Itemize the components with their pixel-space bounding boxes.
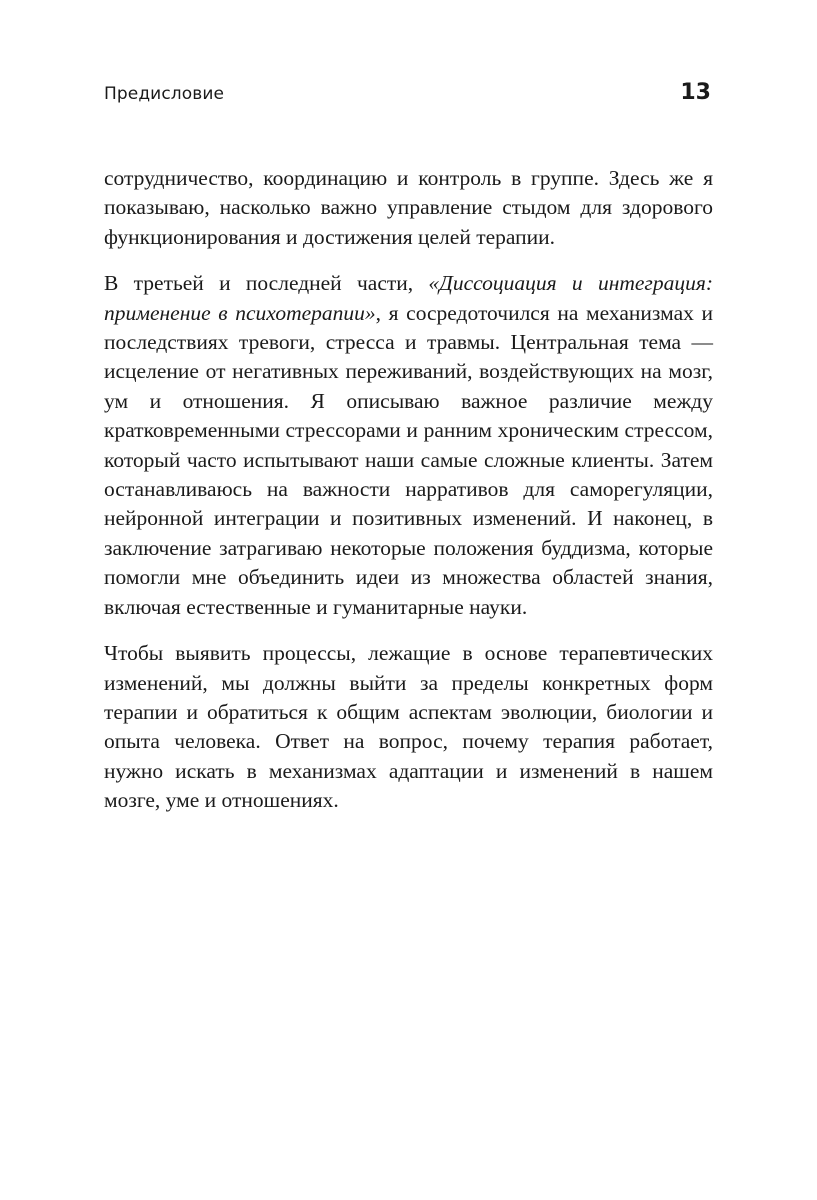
body-text <box>104 164 713 833</box>
running-head: Предисловие <box>104 84 225 104</box>
part-title-italic: «Диссоциация и интеграция: применение в психотерапии» <box>104 271 713 325</box>
paragraph-text: Чтобы выявить процессы, лежащие в основе терапевтических изменений, мы должны выйти за пределы конкретных форм терапии и обратиться к общим аспектам эволюции, биологии и опыта человека. Ответ на вопрос, почему терапия работает, нужно искать в механизмах адаптации и изменений в нашем мозге, уме и отношениях. <box>104 641 713 813</box>
paragraph-3 <box>104 639 713 815</box>
paragraph-text: , я сосредоточился на механизмах и последствиях тревоги, стресса и травмы. Центральная тема — исцеление от негативных переживаний, воздействующих на мозг, ум и отношения. Я описываю важное различие между кратковременными стрессорами и ранним хроническим стрессом, который часто испытывают наши самые сложные клиенты. Затем останавливаюсь на важности нарративов для саморегуляции, нейронной интеграции и позитивных изменений. И наконец, в заключение затрагиваю некоторые положения буддизма, которые помогли мне объединить идеи из множества областей знания, включая естественные и гуманитарные науки. <box>104 300 713 619</box>
paragraph-2 <box>104 269 713 622</box>
paragraph-1 <box>104 164 713 252</box>
paragraph-text: В третьей и последней части, <box>104 271 429 296</box>
paragraph-text: сотрудничество, координацию и контроль в группе. Здесь же я показываю, насколько важно управление стыдом для здорового функционирования и достижения целей терапии. <box>104 166 713 249</box>
page-number: 13 <box>680 80 711 105</box>
